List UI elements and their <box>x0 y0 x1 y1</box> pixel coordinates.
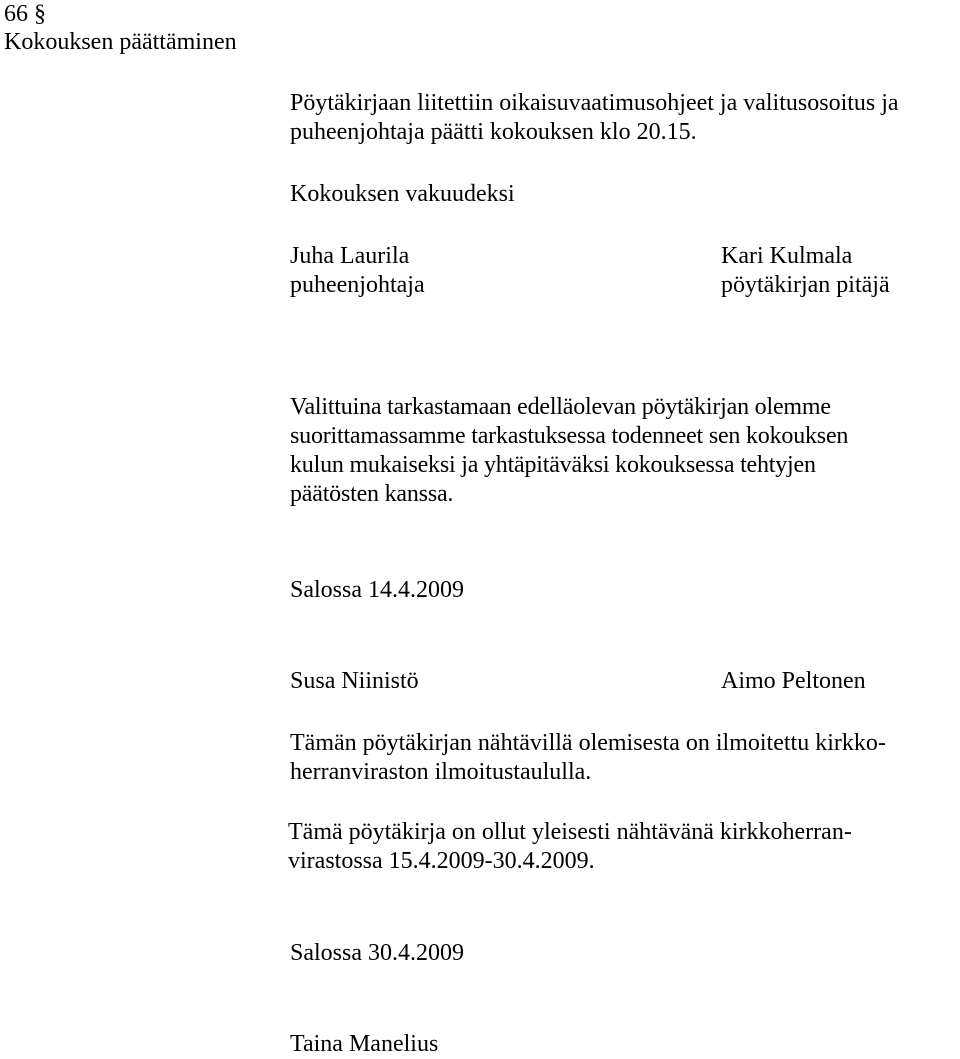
inspection-line-2: suorittamassamme tarkastuksessa todenneet sen kokouksen <box>290 423 849 449</box>
inspector-1-name <box>290 667 419 696</box>
public-display-place-date-text: Salossa 30.4.2009 <box>290 940 464 966</box>
attestation-heading <box>290 180 515 209</box>
section-number <box>4 0 46 29</box>
inspector-2-name <box>721 667 866 696</box>
section-title <box>4 28 237 57</box>
notice-line-1: Tämän pöytäkirjan nähtävillä olemisesta on ilmoitettu kirkko- <box>290 730 886 756</box>
attestation-heading-text: Kokouksen vakuudeksi <box>290 181 515 207</box>
closing-paragraph <box>290 89 899 147</box>
secretary-signature-block <box>721 242 890 300</box>
chair-signature-block <box>290 242 425 300</box>
closing-line-1: Pöytäkirjaan liitettiin oikaisuvaatimusohjeet ja valitusosoitus ja <box>290 90 899 116</box>
closing-line-2: puheenjohtaja päätti kokouksen klo 20.15. <box>290 119 697 145</box>
inspector-1-name-text: Susa Niinistö <box>290 668 419 694</box>
inspection-line-3: kulun mukaiseksi ja yhtäpitäväksi kokouksessa tehtyjen <box>290 452 816 478</box>
inspection-paragraph <box>290 393 848 509</box>
section-title-text: Kokouksen päättäminen <box>4 29 237 55</box>
public-display-paragraph <box>288 818 852 876</box>
inspector-2-name-text: Aimo Peltonen <box>721 668 866 694</box>
public-display-line-1: Tämä pöytäkirja on ollut yleisesti nähtävänä kirkkoherran- <box>288 819 852 845</box>
secretary-role: pöytäkirjan pitäjä <box>721 272 890 298</box>
notice-line-2: herranviraston ilmoitustaululla. <box>290 759 592 785</box>
secretary-name: Kari Kulmala <box>721 243 853 269</box>
inspection-place-date <box>290 576 464 605</box>
inspection-line-4: päätösten kanssa. <box>290 481 454 507</box>
inspection-line-1: Valittuina tarkastamaan edelläolevan pöytäkirjan olemme <box>290 394 831 420</box>
inspection-place-date-text: Salossa 14.4.2009 <box>290 577 464 603</box>
notice-paragraph <box>290 729 886 787</box>
public-display-signer <box>290 1030 438 1059</box>
public-display-place-date <box>290 939 464 968</box>
public-display-signer-text: Taina Manelius <box>290 1031 439 1057</box>
section-number-text: 66 § <box>4 1 46 27</box>
chair-name: Juha Laurila <box>290 243 410 269</box>
chair-role: puheenjohtaja <box>290 272 425 298</box>
public-display-line-2: virastossa 15.4.2009-30.4.2009. <box>288 848 595 874</box>
